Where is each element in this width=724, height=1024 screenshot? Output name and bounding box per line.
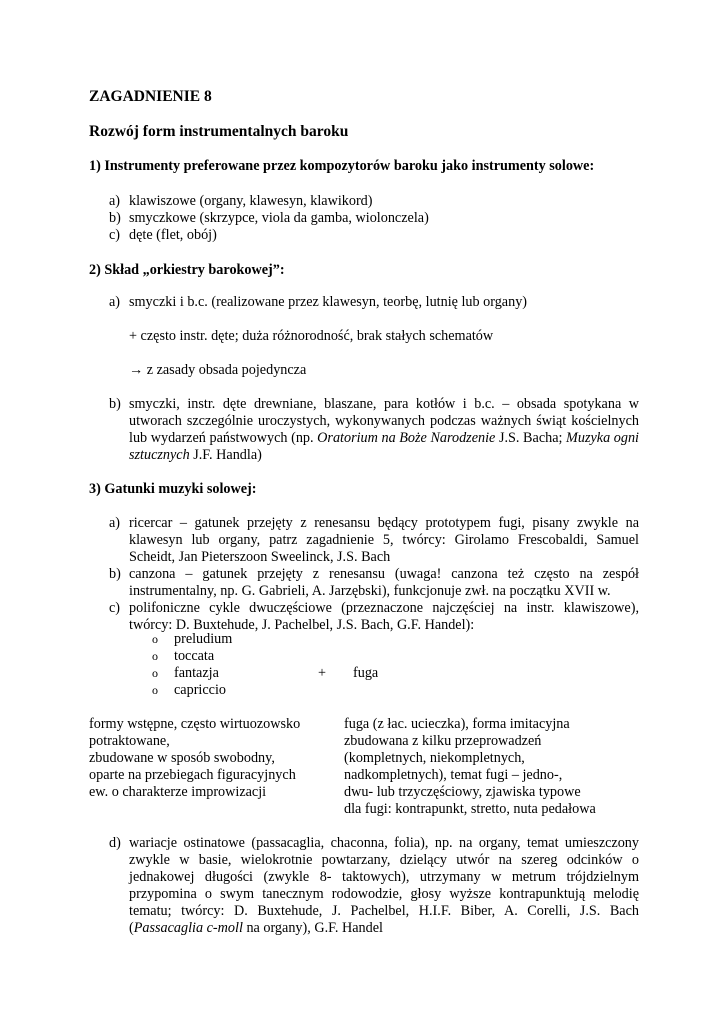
list-item-text: ricercar – gatunek przejęty z renesansu będący prototypem fugi, pisany zwykle na klawesyn lub organy, patrz zagadnienie 5, twórcy: Girolamo Frescobaldi, Samuel Scheidt, Jan Pieterszoon Sweelinck, J.S. Bach bbox=[129, 515, 639, 565]
bullet-icon: o bbox=[152, 632, 158, 646]
page-subtitle: Rozwój form instrumentalnych baroku bbox=[89, 123, 349, 140]
section-1-heading: 1) Instrumenty preferowane przez kompozytorów baroku jako instrumenty solowe: bbox=[89, 158, 595, 174]
list-item bbox=[89, 227, 649, 244]
list-item-text: polifoniczne cykle dwuczęściowe (przeznaczone najczęściej na instr. klawiszowe), twórcy: D. Buxtehude, J. Pachelbel, J.S. Bach, G.F. Handel): bbox=[129, 600, 639, 633]
section-1-list bbox=[89, 193, 649, 244]
text-line: ew. o charakterze improwizacji bbox=[89, 784, 267, 800]
bullet-icon: o bbox=[152, 683, 158, 697]
work-title: Passacaglia c-moll bbox=[133, 920, 243, 936]
sublist-item-text: capriccio bbox=[174, 682, 226, 698]
list-marker: c) bbox=[109, 600, 121, 616]
section-2-item-b-text bbox=[129, 396, 639, 464]
fuga-label: fuga bbox=[353, 665, 379, 681]
text-line: formy wstępne, często wirtuozowsko bbox=[89, 716, 301, 732]
bullet-icon: o bbox=[152, 649, 158, 663]
sublist-item-text: preludium bbox=[174, 631, 233, 647]
list-marker: b) bbox=[109, 566, 121, 582]
preludes-description bbox=[89, 716, 329, 801]
text-line: potraktowane, bbox=[89, 733, 170, 749]
sublist-item-text: toccata bbox=[174, 648, 215, 664]
section-3-heading: 3) Gatunki muzyki solowej: bbox=[89, 481, 257, 497]
work-title: Oratorium na Boże Narodzenie bbox=[317, 430, 496, 446]
list-marker: b) bbox=[109, 210, 121, 226]
text-line: oparte na przebiegach figuracyjnych bbox=[89, 767, 296, 783]
section-2-plus-note: + często instr. dęte; duża różnorodność, brak stałych schematów bbox=[129, 328, 494, 344]
fugue-description bbox=[344, 716, 644, 818]
page-title: ZAGADNIENIE 8 bbox=[89, 88, 212, 105]
list-item-text: dęte (flet, obój) bbox=[129, 227, 217, 243]
text-run: smyczki, instr. dęte drewniane, blaszane, para kotłów i b.c. – obsada spotykana w utworach szczególnie uroczystych, wykonywanych podczas ważnych świąt kościelnych lub wydarzeń państwowych (np. bbox=[129, 396, 639, 446]
text-run: J.S. Bacha; bbox=[495, 430, 567, 446]
bullet-icon: o bbox=[152, 666, 158, 680]
list-item bbox=[89, 515, 639, 566]
list-marker: a) bbox=[109, 193, 121, 209]
list-item-text: klawiszowe (organy, klawesyn, klawikord) bbox=[129, 193, 373, 209]
work-title: Muzyka ogni sztucznych bbox=[129, 430, 639, 463]
list-item-text: canzona – gatunek przejęty z renesansu (uwaga! canzona też często na zespół instrumentalny, np. G. Gabrieli, A. Jarzębski), funkcjonuje zwł. na początku XVII w. bbox=[129, 566, 639, 599]
text-line: nadkompletnych), temat fugi – jedno-, bbox=[344, 767, 563, 783]
text-line: zbudowane w sposób swobodny, bbox=[89, 750, 275, 766]
section-2-arrow-note: → z zasady obsada pojedyncza bbox=[129, 362, 307, 378]
plus-sign: + bbox=[318, 665, 327, 681]
section-2-heading: 2) Skład „orkiestry barokowej”: bbox=[89, 262, 285, 278]
text-line: dla fugi: kontrapunkt, stretto, nuta pedałowa bbox=[344, 801, 596, 817]
section-3-item-d-text bbox=[129, 835, 639, 937]
list-item bbox=[89, 566, 639, 600]
section-3-list bbox=[89, 515, 639, 634]
list-item bbox=[89, 600, 639, 634]
list-marker: a) bbox=[109, 515, 121, 531]
list-marker: c) bbox=[109, 227, 121, 243]
text-line: (kompletnych, niekompletnych, bbox=[344, 750, 525, 766]
list-marker: b) bbox=[109, 396, 121, 412]
list-marker: a) bbox=[109, 294, 121, 310]
section-2-item-a-text: smyczki i b.c. (realizowane przez klawesyn, teorbę, lutnię lub organy) bbox=[129, 294, 528, 310]
text-line: zbudowana z kilku przeprowadzeń bbox=[344, 733, 542, 749]
list-marker: d) bbox=[109, 835, 121, 851]
list-item-text: smyczkowe (skrzypce, viola da gamba, wiolonczela) bbox=[129, 210, 429, 226]
text-line: dwu- lub trzyczęściowy, zjawiska typowe bbox=[344, 784, 581, 800]
list-item bbox=[89, 210, 649, 227]
text-run: J.F. Handla) bbox=[189, 447, 262, 463]
sublist-item-text: fantazja bbox=[174, 665, 219, 681]
text-line: fuga (z łac. ucieczka), forma imitacyjna bbox=[344, 716, 570, 732]
list-item bbox=[89, 193, 649, 210]
text-run: wariacje ostinatowe (passacaglia, chaconna, folia), np. na organy, temat umieszczony zwykle w basie, wielokrotnie powtarzany, dzielący utwór na szereg odcinków o jednakowej długości (zwykle 8- taktowych), utrzymany w metrum trójdzielnym przypomina o swym tanecznym rodowodzie, głosy wyższe kontrapunktują melodię tematu; twórcy: D. Buxtehude, J. Pachelbel, H.I.F. Biber, A. Corelli, J.S. Bach ( bbox=[129, 835, 639, 936]
text-run: na organy), G.F. Handel bbox=[242, 920, 383, 936]
